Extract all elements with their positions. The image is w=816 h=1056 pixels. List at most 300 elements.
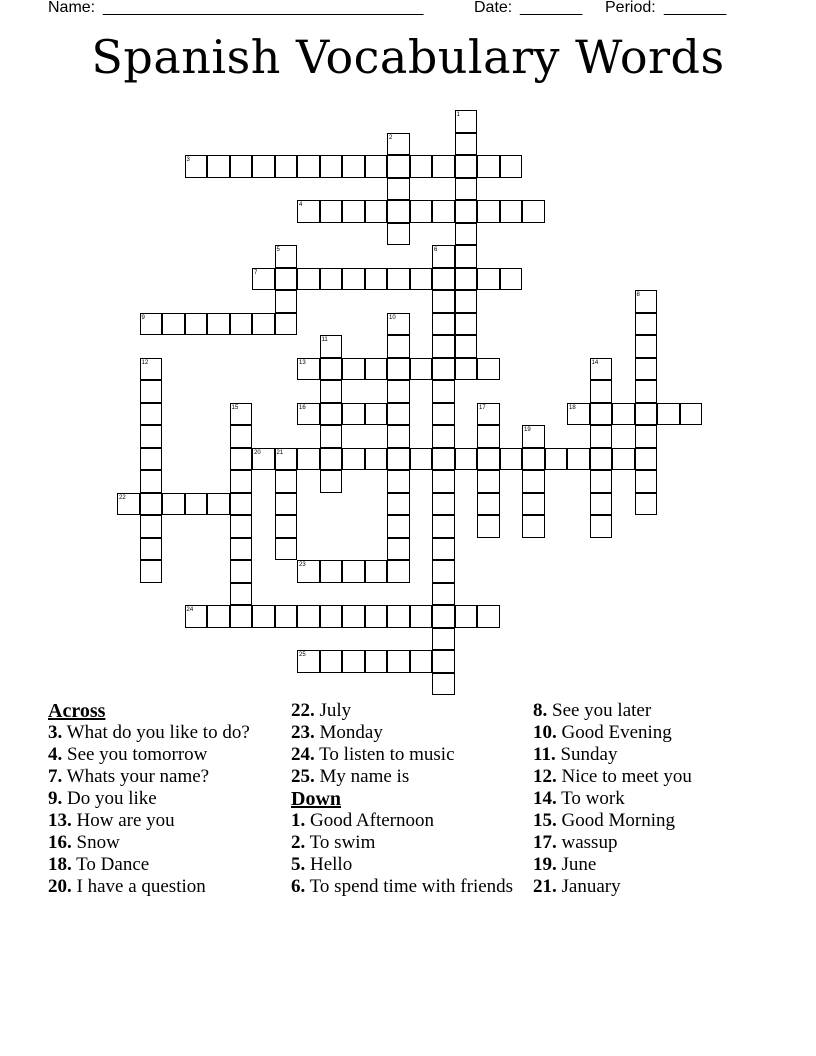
clue-column-2 — [291, 700, 521, 898]
clue-number: 11 — [321, 337, 328, 343]
grid-cell[interactable] — [275, 605, 298, 628]
grid-cell[interactable] — [275, 448, 298, 471]
clue-number: 20 — [254, 449, 261, 456]
grid-cell[interactable] — [635, 470, 658, 493]
clue-item — [291, 744, 521, 766]
grid-cell[interactable] — [635, 335, 658, 358]
grid-cell[interactable] — [432, 605, 455, 628]
clue-item-number: 14. — [533, 788, 557, 809]
clue-item-number: 11. — [533, 744, 556, 765]
grid-cell[interactable] — [207, 155, 230, 178]
clue-item — [48, 766, 268, 788]
grid-cell[interactable] — [207, 313, 230, 336]
grid-cell[interactable] — [635, 448, 658, 471]
clue-item — [48, 832, 268, 854]
grid-cell[interactable] — [522, 448, 545, 471]
grid-cell[interactable] — [387, 515, 410, 538]
clue-item — [48, 722, 268, 744]
grid-cell[interactable] — [297, 560, 320, 583]
grid-cell[interactable] — [590, 470, 613, 493]
clue-item-number: 18. — [48, 854, 72, 875]
grid-cell[interactable] — [162, 313, 185, 336]
grid-cell[interactable] — [432, 290, 455, 313]
clue-item-number: 6. — [291, 876, 306, 897]
grid-cell[interactable] — [387, 448, 410, 471]
grid-cell[interactable] — [432, 538, 455, 561]
grid-cell[interactable] — [612, 448, 635, 471]
grid-cell[interactable] — [230, 155, 253, 178]
grid-cell[interactable] — [522, 493, 545, 516]
grid-cell[interactable] — [252, 313, 275, 336]
grid-cell[interactable] — [297, 448, 320, 471]
grid-cell[interactable] — [635, 425, 658, 448]
grid-cell[interactable] — [320, 335, 343, 358]
grid-cell[interactable] — [590, 493, 613, 516]
grid-cell[interactable] — [432, 425, 455, 448]
clue-item — [533, 722, 773, 744]
clue-item-number: 12. — [533, 766, 557, 787]
clue-number: 6 — [434, 247, 438, 253]
grid-cell[interactable] — [477, 493, 500, 516]
clue-item-text: Good Evening — [556, 722, 672, 743]
grid-cell[interactable] — [185, 493, 208, 516]
grid-cell[interactable] — [162, 493, 185, 516]
clue-item-text: Sunday — [555, 744, 618, 765]
grid-cell[interactable] — [410, 358, 433, 381]
grid-cell[interactable] — [522, 200, 545, 223]
grid-cell[interactable] — [410, 200, 433, 223]
grid-cell[interactable] — [455, 448, 478, 471]
grid-cell[interactable] — [387, 313, 410, 336]
clue-item-text: To Dance — [71, 854, 150, 875]
grid-cell[interactable] — [455, 335, 478, 358]
grid-cell[interactable] — [612, 403, 635, 426]
clue-column-3 — [533, 700, 773, 898]
grid-cell[interactable] — [230, 403, 253, 426]
grid-cell[interactable] — [297, 268, 320, 291]
grid-cell[interactable] — [230, 448, 253, 471]
grid-cell[interactable] — [275, 470, 298, 493]
clue-item-text: Hello — [305, 854, 353, 875]
grid-cell[interactable] — [590, 448, 613, 471]
clue-item — [48, 876, 268, 898]
grid-cell[interactable] — [455, 245, 478, 268]
grid-cell[interactable] — [342, 448, 365, 471]
grid-cell[interactable] — [342, 358, 365, 381]
grid-cell[interactable] — [230, 605, 253, 628]
clue-item-text: See you tomorrow — [62, 744, 208, 765]
grid-cell[interactable] — [410, 268, 433, 291]
grid-cell[interactable] — [387, 560, 410, 583]
grid-cell[interactable] — [342, 403, 365, 426]
grid-cell[interactable] — [635, 290, 658, 313]
grid-cell[interactable] — [275, 313, 298, 336]
grid-cell[interactable] — [680, 403, 703, 426]
grid-cell[interactable] — [590, 380, 613, 403]
grid-cell[interactable] — [455, 313, 478, 336]
date-label: Date: — [474, 0, 513, 16]
grid-cell[interactable] — [140, 313, 163, 336]
grid-cell[interactable] — [432, 493, 455, 516]
grid-cell[interactable] — [410, 448, 433, 471]
grid-cell[interactable] — [387, 380, 410, 403]
grid-cell[interactable] — [275, 515, 298, 538]
grid-cell[interactable] — [140, 538, 163, 561]
grid-cell[interactable] — [140, 425, 163, 448]
grid-cell[interactable] — [365, 650, 388, 673]
grid-cell[interactable] — [432, 403, 455, 426]
grid-cell[interactable] — [387, 155, 410, 178]
grid-cell[interactable] — [297, 403, 320, 426]
grid-cell[interactable] — [342, 200, 365, 223]
grid-cell[interactable] — [455, 110, 478, 133]
grid-cell[interactable] — [410, 605, 433, 628]
grid-cell[interactable] — [387, 335, 410, 358]
grid-cell[interactable] — [522, 425, 545, 448]
grid-cell[interactable] — [455, 223, 478, 246]
grid-cell[interactable] — [477, 425, 500, 448]
clue-item-text: What do you like to do? — [62, 722, 250, 743]
grid-cell[interactable] — [320, 200, 343, 223]
grid-cell[interactable] — [387, 403, 410, 426]
clue-item-text: To swim — [305, 832, 376, 853]
grid-cell[interactable] — [545, 448, 568, 471]
clue-item-number: 16. — [48, 832, 72, 853]
grid-cell[interactable] — [320, 425, 343, 448]
grid-cell[interactable] — [477, 403, 500, 426]
grid-cell[interactable] — [320, 650, 343, 673]
grid-cell[interactable] — [387, 650, 410, 673]
clue-number: 12 — [141, 359, 149, 366]
grid-cell[interactable] — [432, 155, 455, 178]
grid-cell[interactable] — [297, 155, 320, 178]
grid-cell[interactable] — [140, 470, 163, 493]
grid-cell[interactable] — [387, 268, 410, 291]
clue-item-text: Snow — [71, 832, 120, 853]
grid-cell[interactable] — [365, 560, 388, 583]
clue-item-number: 8. — [533, 700, 548, 721]
grid-cell[interactable] — [387, 223, 410, 246]
grid-cell[interactable] — [275, 155, 298, 178]
clue-number: 8 — [636, 292, 640, 298]
grid-cell[interactable] — [410, 155, 433, 178]
clue-number: 24 — [186, 607, 194, 613]
clue-number: 4 — [299, 202, 303, 208]
grid-cell[interactable] — [320, 403, 343, 426]
grid-cell[interactable] — [455, 268, 478, 291]
grid-cell[interactable] — [432, 380, 455, 403]
grid-cell[interactable] — [387, 178, 410, 201]
grid-cell[interactable] — [590, 358, 613, 381]
clue-item-number: 20. — [48, 876, 72, 897]
grid-cell[interactable] — [455, 290, 478, 313]
clue-number: 9 — [141, 314, 145, 321]
grid-cell[interactable] — [230, 583, 253, 606]
grid-cell[interactable] — [230, 425, 253, 448]
clue-item-text: Monday — [314, 722, 383, 743]
grid-cell[interactable] — [432, 358, 455, 381]
grid-cell[interactable] — [500, 200, 523, 223]
grid-cell[interactable] — [455, 605, 478, 628]
clue-item-number: 17. — [533, 832, 557, 853]
clue-number: 15 — [231, 404, 239, 411]
grid-cell[interactable] — [432, 515, 455, 538]
grid-cell[interactable] — [387, 538, 410, 561]
clue-item-text: To work — [556, 788, 625, 809]
grid-cell[interactable] — [185, 605, 208, 628]
clue-number: 1 — [456, 112, 460, 118]
grid-cell[interactable] — [387, 133, 410, 156]
grid-cell[interactable] — [275, 493, 298, 516]
grid-cell[interactable] — [432, 268, 455, 291]
clue-item-number: 15. — [533, 810, 557, 831]
clue-item-number: 9. — [48, 788, 63, 809]
grid-cell[interactable] — [657, 403, 680, 426]
clue-item — [533, 700, 773, 722]
grid-cell[interactable] — [185, 155, 208, 178]
period-line[interactable]: _______ — [664, 0, 727, 16]
clue-item-text: How are you — [71, 810, 175, 831]
clue-item — [48, 788, 268, 810]
page-title: Spanish Vocabulary Words — [91, 30, 725, 84]
grid-cell[interactable] — [252, 155, 275, 178]
grid-cell[interactable] — [477, 358, 500, 381]
clue-section-heading: Across — [48, 700, 106, 722]
clue-item — [533, 788, 773, 810]
clue-item-text: I have a question — [71, 876, 206, 897]
clue-item — [48, 810, 268, 832]
grid-cell[interactable] — [140, 403, 163, 426]
grid-cell[interactable] — [252, 605, 275, 628]
clue-number: 5 — [276, 247, 280, 253]
grid-cell[interactable] — [500, 268, 523, 291]
grid-cell[interactable] — [140, 448, 163, 471]
grid-cell[interactable] — [275, 268, 298, 291]
grid-cell[interactable] — [252, 448, 275, 471]
clue-item-text: See you later — [547, 700, 652, 721]
grid-cell[interactable] — [635, 493, 658, 516]
grid-cell[interactable] — [455, 178, 478, 201]
grid-cell[interactable] — [185, 313, 208, 336]
grid-cell[interactable] — [320, 358, 343, 381]
clue-item — [533, 854, 773, 876]
grid-cell[interactable] — [477, 605, 500, 628]
clue-item-text: June — [556, 854, 597, 875]
grid-cell[interactable] — [117, 493, 140, 516]
clue-number: 17 — [479, 404, 486, 411]
grid-cell[interactable] — [455, 155, 478, 178]
grid-cell[interactable] — [320, 268, 343, 291]
grid-cell[interactable] — [387, 358, 410, 381]
grid-cell[interactable] — [477, 268, 500, 291]
clue-item-text: To spend time with friends — [305, 876, 514, 897]
grid-cell[interactable] — [500, 448, 523, 471]
grid-cell[interactable] — [207, 605, 230, 628]
grid-cell[interactable] — [432, 628, 455, 651]
grid-cell[interactable] — [140, 560, 163, 583]
clue-item — [291, 722, 521, 744]
grid-cell[interactable] — [320, 605, 343, 628]
grid-cell[interactable] — [635, 313, 658, 336]
grid-cell[interactable] — [342, 650, 365, 673]
grid-cell[interactable] — [500, 155, 523, 178]
period-label: Period: — [605, 0, 656, 16]
grid-cell[interactable] — [432, 448, 455, 471]
grid-cell[interactable] — [522, 515, 545, 538]
grid-cell[interactable] — [365, 403, 388, 426]
grid-cell[interactable] — [432, 560, 455, 583]
clue-number: 7 — [254, 269, 258, 276]
clue-number: 25 — [299, 652, 306, 658]
clue-item-text: July — [314, 700, 352, 721]
grid-cell[interactable] — [455, 133, 478, 156]
clue-item — [533, 766, 773, 788]
grid-cell[interactable] — [387, 200, 410, 223]
clue-item-number: 3. — [48, 722, 63, 743]
grid-cell[interactable] — [140, 358, 163, 381]
grid-cell[interactable] — [477, 200, 500, 223]
clue-item-text: wassup — [556, 832, 618, 853]
grid-cell[interactable] — [342, 155, 365, 178]
grid-cell[interactable] — [477, 155, 500, 178]
grid-cell[interactable] — [410, 650, 433, 673]
grid-cell[interactable] — [365, 155, 388, 178]
grid-cell[interactable] — [432, 583, 455, 606]
grid-cell[interactable] — [432, 470, 455, 493]
grid-cell[interactable] — [387, 493, 410, 516]
grid-cell[interactable] — [365, 268, 388, 291]
grid-cell[interactable] — [275, 245, 298, 268]
clue-number: 13 — [299, 359, 306, 366]
grid-cell[interactable] — [432, 200, 455, 223]
grid-cell[interactable] — [320, 560, 343, 583]
grid-cell[interactable] — [432, 673, 455, 696]
clue-item-number: 1. — [291, 810, 306, 831]
grid-cell[interactable] — [230, 493, 253, 516]
clue-item — [291, 810, 521, 832]
clue-item — [533, 810, 773, 832]
grid-cell[interactable] — [590, 403, 613, 426]
grid-cell[interactable] — [275, 290, 298, 313]
grid-cell[interactable] — [320, 380, 343, 403]
grid-cell[interactable] — [342, 560, 365, 583]
grid-cell[interactable] — [230, 560, 253, 583]
grid-cell[interactable] — [342, 268, 365, 291]
grid-cell[interactable] — [567, 403, 590, 426]
grid-cell[interactable] — [432, 313, 455, 336]
grid-cell[interactable] — [432, 335, 455, 358]
grid-cell[interactable] — [590, 425, 613, 448]
clue-item-number: 2. — [291, 832, 306, 853]
grid-cell[interactable] — [455, 200, 478, 223]
grid-cell[interactable] — [140, 380, 163, 403]
grid-cell[interactable] — [275, 538, 298, 561]
grid-cell[interactable] — [477, 515, 500, 538]
grid-cell[interactable] — [590, 515, 613, 538]
clue-item — [533, 832, 773, 854]
clue-number: 2 — [389, 134, 393, 141]
grid-cell[interactable] — [635, 403, 658, 426]
grid-cell[interactable] — [635, 380, 658, 403]
grid-cell[interactable] — [365, 358, 388, 381]
grid-cell[interactable] — [365, 605, 388, 628]
clue-item-number: 13. — [48, 810, 72, 831]
clue-item — [291, 876, 521, 898]
clue-item-number: 10. — [533, 722, 557, 743]
clue-item-text: My name is — [314, 766, 410, 787]
grid-cell[interactable] — [455, 358, 478, 381]
grid-cell[interactable] — [432, 650, 455, 673]
name-label: Name: — [48, 0, 96, 16]
clue-section-heading: Down — [291, 788, 342, 810]
grid-cell[interactable] — [365, 200, 388, 223]
clue-item — [48, 854, 268, 876]
grid-cell[interactable] — [252, 268, 275, 291]
grid-cell[interactable] — [477, 470, 500, 493]
name-line[interactable]: ____________________________________ — [103, 0, 424, 16]
grid-cell[interactable] — [230, 538, 253, 561]
grid-cell[interactable] — [207, 493, 230, 516]
clue-number: 16 — [299, 404, 306, 411]
clue-item-text: Good Morning — [556, 810, 675, 831]
grid-cell[interactable] — [567, 448, 590, 471]
grid-cell[interactable] — [387, 470, 410, 493]
grid-cell[interactable] — [387, 425, 410, 448]
clue-number: 23 — [299, 562, 306, 568]
grid-cell[interactable] — [432, 245, 455, 268]
clue-item — [291, 854, 521, 876]
clue-number: 21 — [276, 449, 284, 456]
clue-item-number: 23. — [291, 722, 315, 743]
clue-item-number: 21. — [533, 876, 557, 897]
grid-cell[interactable] — [320, 448, 343, 471]
grid-cell[interactable] — [342, 605, 365, 628]
grid-cell[interactable] — [297, 650, 320, 673]
clue-number: 10 — [389, 314, 396, 321]
clue-item-number: 4. — [48, 744, 63, 765]
clue-item — [533, 876, 773, 898]
clue-number: 18 — [569, 404, 576, 411]
clue-item-number: 24. — [291, 744, 315, 765]
grid-cell[interactable] — [635, 358, 658, 381]
grid-cell[interactable] — [320, 155, 343, 178]
grid-cell[interactable] — [320, 470, 343, 493]
grid-cell[interactable] — [522, 470, 545, 493]
clue-item-text: To listen to music — [314, 744, 455, 765]
clue-number: 14 — [591, 359, 599, 366]
grid-cell[interactable] — [387, 605, 410, 628]
grid-cell[interactable] — [230, 515, 253, 538]
grid-cell[interactable] — [297, 605, 320, 628]
grid-cell[interactable] — [297, 358, 320, 381]
grid-cell[interactable] — [230, 313, 253, 336]
clue-item-number: 7. — [48, 766, 63, 787]
date-line[interactable]: _______ — [520, 0, 583, 16]
grid-cell[interactable] — [477, 448, 500, 471]
grid-cell[interactable] — [365, 448, 388, 471]
clue-item-text: Whats your name? — [62, 766, 210, 787]
grid-cell[interactable] — [140, 515, 163, 538]
clue-item-number: 19. — [533, 854, 557, 875]
clue-item-number: 5. — [291, 854, 306, 875]
clue-item-number: 22. — [291, 700, 315, 721]
clue-item-text: January — [556, 876, 621, 897]
grid-cell[interactable] — [140, 493, 163, 516]
grid-cell[interactable] — [230, 470, 253, 493]
clue-item-text: Do you like — [62, 788, 157, 809]
clue-item — [291, 832, 521, 854]
grid-cell[interactable] — [297, 200, 320, 223]
